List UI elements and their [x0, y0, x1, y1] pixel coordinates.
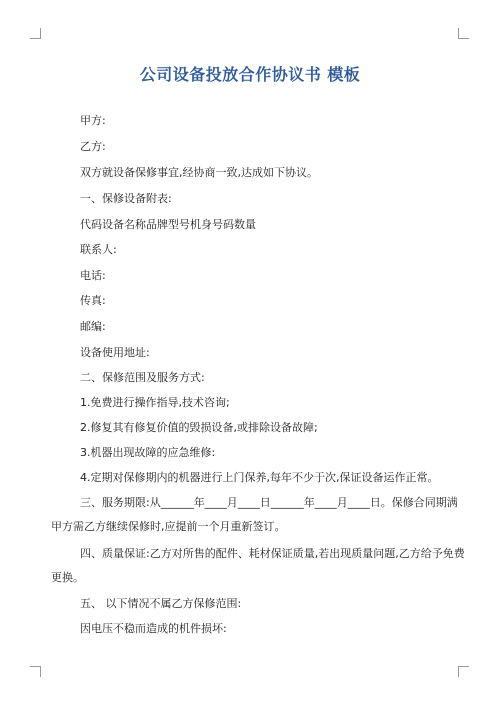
equipment-table-header: 代码设备名称品牌型号机身号码数量 [80, 218, 256, 231]
fax-line: 传真: [80, 294, 106, 307]
page-corner-mark [30, 666, 41, 677]
party-a-line: 甲方: [80, 114, 106, 127]
list-item: 2.修复其有修复价值的毁损设备,或排除设备故障; [80, 421, 318, 434]
quality-guarantee-continuation: 更换。 [51, 571, 84, 584]
page-corner-mark [458, 666, 469, 677]
exclusion-item: 因电压不稳而造成的机件损坏: [80, 622, 227, 635]
agreement-intro: 双方就设备保修事宜,经协商一致,达成如下协议。 [80, 166, 318, 179]
phone-line: 电话: [80, 269, 106, 282]
service-period-continuation: 甲方需乙方继续保修时,应提前一个月重新签订。 [51, 520, 286, 533]
address-line: 设备使用地址: [80, 346, 150, 359]
section-heading: 一、保修设备附表: [80, 192, 172, 205]
postcode-line: 邮编: [80, 320, 106, 333]
section-heading: 二、保修范围及服务方式: [80, 371, 205, 384]
party-b-line: 乙方: [80, 140, 106, 153]
section-heading: 五、 以下情况不属乙方保修范围: [80, 597, 242, 610]
contact-person-line: 联系人: [80, 243, 117, 256]
quality-guarantee-line: 四、质量保证:乙方对所售的配件、耗材保证质量,若出现质量问题,乙方给予免费 [80, 547, 465, 560]
page-corner-mark [458, 28, 469, 39]
service-period-line: 三、服务期限:从______年____月____日______年____月____日。保修合同期满 [80, 496, 458, 509]
list-item: 4.定期对保修期内的机器进行上门保养,每年不少于次,保证设备运作正常。 [80, 471, 439, 484]
page-corner-mark [30, 28, 41, 39]
list-item: 1.免费进行操作指导,技术咨询; [80, 396, 230, 409]
list-item: 3.机器出现故障的应急维修: [80, 446, 216, 459]
document-title: 公司设备投放合作协议书 模板 [139, 65, 361, 84]
